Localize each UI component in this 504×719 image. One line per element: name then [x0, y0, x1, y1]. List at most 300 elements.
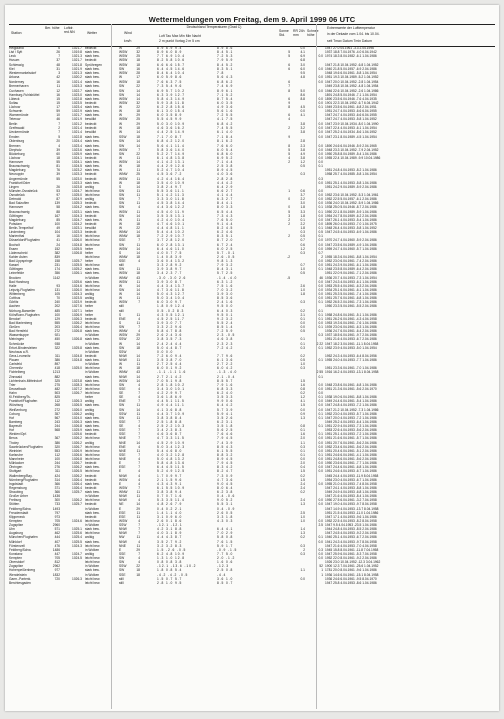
station-name: Lichtenhain-Mittelndorf	[9, 378, 42, 383]
pressure: 1025.7	[72, 502, 82, 507]
extreme-values: 1947 20.0 10.04.1952 -2.8 1.04.1954	[325, 80, 379, 85]
station-height: 357	[54, 411, 60, 416]
weather: stark bew.	[85, 160, 100, 165]
snow: 0.0	[318, 96, 323, 101]
temp-min: 5.7 2.5	[217, 271, 234, 276]
temp-min: 5.7 3.9	[217, 407, 234, 412]
extreme-values: 1955 21.0 4.04.1953 -7.4 8.04.1958	[325, 481, 377, 486]
station-name: Bad Marienberg	[9, 320, 33, 325]
wind-speed: 4	[138, 316, 140, 321]
extreme-values: 1950 22.1 8.04.1989 -5.9 1.04.1986	[325, 209, 377, 214]
weather: bewölkt	[85, 226, 97, 231]
station-height: 55	[56, 176, 60, 181]
temp-min: 6.0 4.2	[217, 366, 234, 371]
wind-speed: 4	[138, 386, 140, 391]
station-name: Trier	[9, 382, 16, 387]
wind-direction: SSW	[119, 349, 127, 354]
weather: stark bew.	[85, 180, 100, 185]
wind-speed: 7	[138, 419, 140, 424]
temp-air: 4.7 3.3 11.5	[157, 436, 185, 441]
sunshine: 5	[288, 151, 290, 156]
wind-direction: still	[119, 304, 124, 309]
temp-air: 3.6 0.4 13.2	[157, 259, 185, 264]
temp-air: 6.3 3.9 12.7	[157, 92, 185, 97]
wind-direction: SW	[119, 556, 125, 561]
wind-direction: W	[119, 366, 123, 371]
wind-speed: 4	[138, 518, 140, 523]
station-name: Konstanz	[9, 551, 23, 556]
pressure: 1024.2	[72, 221, 82, 226]
wind-speed: 29	[136, 113, 140, 118]
pressure: 1022.9	[72, 109, 82, 114]
wind-speed: 14	[136, 246, 140, 251]
extreme-values: 1955 24.0 4.04.1953 -7.7 1.04.1986	[325, 358, 377, 363]
weather: in Wolken	[85, 523, 100, 528]
weather: stark bew.	[85, 66, 100, 71]
temp-air: 3.7 2.8 12.0	[157, 238, 185, 243]
temp-min: -4.4	[217, 572, 227, 577]
station-height: 202	[54, 304, 60, 309]
temp-air: 3.5 3.8 7.0	[157, 358, 183, 363]
pressure: 1023.8	[72, 184, 82, 189]
precip: 1.2	[300, 160, 305, 165]
snow: 0.0	[318, 279, 323, 284]
temp-min: 2.6 0.5	[217, 510, 234, 515]
temp-min: 7.1 4.4	[217, 160, 234, 165]
sunshine: 6	[288, 113, 290, 118]
weather: stark bew.	[85, 481, 100, 486]
temp-min: 0.4 -0.9	[217, 506, 236, 511]
wind-speed: 14	[136, 230, 140, 235]
station-height: 60	[56, 151, 60, 156]
station-name: Regensburg	[9, 485, 27, 490]
wind-speed: 7	[138, 197, 140, 202]
extreme-values: 1947 25.9 6.04.1961 -5.3 7.04.1958	[325, 551, 377, 556]
weather: leicht bew.	[85, 452, 101, 457]
extreme-values: 1947 24.3 4.04.1953 -6.1 1.04.1986	[325, 279, 377, 284]
extreme-values: 1947 25.8 4.04.1953 -8.6 1.04.1986	[325, 580, 377, 585]
snow: 0.0	[318, 407, 323, 412]
temp-air: 4.9 4.4 11.1	[157, 403, 185, 408]
header-luftdruck: Luftdr. red.NN	[64, 26, 75, 35]
weather: wolkig	[85, 292, 95, 297]
extreme-values: 1947 23.5 6.04.1989 -4.9 1.04.1986	[325, 242, 377, 247]
temp-min: 3.5 2.6	[217, 415, 234, 420]
wind-direction: still	[119, 580, 124, 585]
snow: 0.0	[318, 121, 323, 126]
header-temp-sub: Luft Tau Max Min Min Nacht	[159, 34, 201, 38]
temp-min: 8.9 4.5	[217, 457, 234, 462]
temp-air: 1.3 1.0 12.8	[157, 556, 185, 561]
station-name: Freudenstadt	[9, 510, 29, 515]
temp-air: 6.4 4.5 11.5	[157, 465, 185, 470]
wind-direction: W	[119, 217, 123, 222]
extreme-values: 1958 25.7 4.04.1985 -5.8 1.04.1954	[325, 172, 377, 177]
weather: stark bew.	[85, 139, 100, 144]
wind-direction: WNW	[119, 275, 128, 280]
station-name: Fichtelberg	[9, 370, 26, 375]
station-name: Braunschweig	[9, 164, 30, 169]
weather: bedeckt	[85, 213, 97, 218]
extreme-values: 1940 25.1 4.04.1953 -6.7 2.04.1986	[325, 535, 377, 540]
temp-air: 4.4 4.3 8.7	[157, 535, 183, 540]
sunshine: 7	[288, 84, 290, 89]
station-height: 53	[56, 188, 60, 193]
weather: bedeckt	[85, 316, 97, 321]
weather: leicht bew.	[85, 193, 101, 198]
wind-speed: 11	[136, 514, 140, 519]
weather: bedeckt	[85, 172, 97, 177]
snow: 0.0	[318, 283, 323, 288]
wind-direction: SW	[119, 325, 125, 330]
pressure: 1026.0	[72, 238, 82, 243]
snow: 0.1	[318, 267, 323, 272]
snow: 0.1	[318, 345, 323, 350]
temp-min: 6.8 6.2	[217, 80, 234, 85]
weather: in Wolken	[85, 370, 100, 375]
snow: 0.1	[318, 325, 323, 330]
snow: 0.0	[318, 54, 323, 59]
temp-min: 2.5 3.8	[217, 164, 234, 169]
wind-speed: 7	[138, 399, 140, 404]
weather: leicht bew.	[85, 531, 101, 536]
station-height: 973	[54, 514, 60, 519]
extreme-values: 1945 24.4 4.04.1953 -11.9 8.04.1958	[325, 473, 379, 478]
temp-min: 9.5 0.0	[217, 304, 234, 309]
wind-direction: WSW	[119, 279, 128, 284]
temp-air: 8.9 6.9 9.4	[157, 46, 183, 50]
sunshine: 4	[288, 117, 290, 122]
pressure: 1026.8	[72, 457, 82, 462]
station-height: 705	[54, 556, 60, 561]
temp-air: 7.0 5.1 9.8	[157, 378, 183, 383]
temp-min: 2.8 2.8	[217, 176, 234, 181]
precip: 0.3	[300, 366, 305, 371]
station-height: 386	[54, 440, 60, 445]
station-height: 48	[56, 62, 60, 67]
weather: leicht bew.	[85, 444, 101, 449]
temp-air: 3.8 3.8 9.4	[157, 490, 183, 495]
wind-direction: E	[119, 461, 122, 466]
precip: 6.0	[300, 66, 305, 71]
station-name: Oberstdorf	[9, 560, 25, 565]
snow: 0.1	[318, 312, 323, 317]
snow: 0.0	[318, 551, 323, 556]
station-height: 15	[56, 100, 60, 105]
weather: stark bew.	[85, 428, 100, 433]
wind-speed: 11	[136, 267, 140, 272]
pressure: 1023.3	[72, 172, 82, 177]
weather: stark bew.	[85, 147, 100, 152]
precip: 1.6	[300, 432, 305, 437]
station-height: 26	[56, 50, 60, 55]
extreme-values: 1955 22.4 10.04.1989 -9.9 10.04.1986	[325, 155, 381, 160]
snow: 0.0	[318, 201, 323, 206]
precip: 1.5	[300, 469, 305, 474]
temp-air: 3.6 1.8 6.9	[157, 395, 183, 400]
wind-direction: WSW	[119, 147, 128, 152]
temp-min: 8.7 5.4	[217, 96, 234, 101]
snow: 0.0	[318, 518, 323, 523]
station-name: Meiningen	[9, 337, 24, 342]
precip: 1.2	[300, 246, 305, 251]
station-name: Saarbrücken/Flughafen	[9, 444, 43, 449]
weather: stark bew.	[85, 568, 100, 573]
pressure: 1026.0	[72, 287, 82, 292]
wind-direction: S	[119, 250, 122, 255]
extreme-values: 1952 22.5 5.04.1957 -6.1 2.04.1986	[325, 197, 377, 202]
precip: 1.0	[300, 267, 305, 272]
temp-air: 4.1 3.6 8.8	[157, 407, 183, 412]
station-name: Straubing	[9, 490, 23, 495]
station-name: Wallenberg/Bay.	[9, 473, 33, 478]
extreme-values: 1950 27.5 6.04.1961 -3.2 7.04.1958	[325, 498, 377, 503]
precip: 0.1	[300, 341, 305, 346]
temp-air: 3.5 4.0 10.9	[157, 180, 185, 185]
weather: bedeckt	[85, 473, 97, 478]
temp-air: 4.2 3.1 8.8	[157, 527, 183, 532]
precip: 0.2	[300, 391, 305, 396]
temp-air: 8.9 6.0 8.9	[157, 50, 183, 55]
weather: stark bew.	[85, 378, 100, 383]
pressure: 1024.8	[72, 242, 82, 247]
extreme-values: 1952 23.9 4.04.1953 -5.0 1.04.1954	[325, 345, 377, 350]
station-name: Magdeburg	[9, 217, 26, 222]
wind-speed: 14	[136, 92, 140, 97]
temp-air: 2.6 0.1 8.6	[157, 518, 183, 523]
station-name: Stötten	[9, 502, 20, 507]
pressure: 1026.3	[72, 576, 82, 581]
table-row	[9, 75, 495, 79]
wind-direction: SW	[119, 287, 125, 292]
temp-min: 9.5 0.1	[217, 312, 234, 317]
station-name: Bad Salzuflen	[9, 201, 30, 206]
pressure: 1022.7	[72, 88, 82, 93]
temp-air: 3.5 2.7 9.2	[157, 539, 183, 544]
station-name: Mühlacker	[9, 461, 24, 466]
temp-min: 6.8 6.0	[217, 151, 234, 156]
temp-air: 6.1 5.5 10.9	[157, 485, 185, 490]
wind-speed: 14	[136, 129, 140, 134]
weather: bewölkt	[85, 117, 97, 122]
station-height: 1213	[52, 370, 60, 375]
station-height: 553	[54, 448, 60, 453]
temp-min: 8.8 3.2	[217, 452, 234, 457]
station-name: Tholey	[9, 440, 19, 445]
station-height: 6	[58, 46, 60, 50]
snow: 0.0	[318, 444, 323, 449]
weather: leicht bew.	[85, 238, 101, 243]
wind-speed: 28	[136, 70, 140, 75]
temp-air: 0.7 0.7 1.6	[157, 494, 183, 499]
weather: stark bew.	[85, 84, 100, 89]
station-height: 20	[56, 139, 60, 144]
station-height: 243	[54, 419, 60, 424]
wind-speed: 7	[138, 527, 140, 532]
precip: 0.3	[300, 345, 305, 350]
station-name: Frankfurt/Flughafen	[9, 399, 38, 404]
wind-direction: SW	[119, 201, 125, 206]
wind-direction: NNE	[119, 457, 126, 462]
precip: 1.8	[300, 213, 305, 218]
extreme-values: 1941 24.3 4.04.1953 -9.7 8.04.1958	[325, 539, 377, 544]
weather: wolkig	[85, 440, 95, 445]
wind-speed: 43	[136, 370, 140, 375]
weather: bedeckt	[85, 58, 97, 63]
wind-speed: 11	[136, 296, 140, 301]
station-height: 100	[54, 312, 60, 317]
station-name: Warnemünde	[9, 113, 29, 118]
temp-air: 0.5 -0.2 8.3	[157, 308, 185, 313]
weather: wolkig	[85, 535, 95, 540]
pressure: 1021.9	[72, 66, 82, 71]
pressure: 1022.8	[72, 96, 82, 101]
weather: heiter	[85, 250, 94, 255]
wind-speed: 18	[136, 366, 140, 371]
pressure: 1026.6	[72, 452, 82, 457]
extreme-values: 1951 20.7 6.04.1961 -5.6 2.04.1986	[325, 440, 377, 445]
wind-direction: SSE	[119, 419, 126, 424]
station-height: 276	[54, 465, 60, 470]
wind-speed: 7	[138, 428, 140, 433]
wind-direction: WSW	[119, 378, 128, 383]
station-height: 81	[56, 164, 60, 169]
wind-speed: 4	[138, 444, 140, 449]
snow: 0.1	[318, 411, 323, 416]
station-name: Berlin	[9, 121, 18, 126]
snow: 0.0	[318, 436, 323, 441]
station-name: Feldberg/Schw.	[9, 547, 32, 552]
snow: 0.0	[318, 238, 323, 243]
station-height: 3	[58, 70, 60, 75]
precip: 4.1	[300, 113, 305, 118]
extreme-values: 1895 26.0 4.04.1953 -7.0 1.04.1975	[325, 221, 377, 226]
temp-air: 5.0 3.4 10.4	[157, 296, 185, 301]
snow: 0.0	[318, 320, 323, 325]
precip: 2.5	[300, 510, 305, 515]
weather: bedeckt	[85, 353, 97, 358]
temp-min: 3.3 1.8	[217, 514, 234, 519]
station-name: Husum	[9, 58, 20, 63]
station-name: Karlsruhe	[9, 452, 23, 457]
temp-min: 7.6 5.0	[217, 217, 234, 222]
wind-direction: still	[119, 308, 124, 313]
weather: leicht bew.	[85, 325, 101, 330]
station-name: Zugspitze	[9, 564, 24, 569]
station-height: 26	[56, 184, 60, 189]
station-height: 311	[54, 353, 60, 358]
temp-air: 4.4 3.6 12.2	[157, 205, 185, 210]
temp-min: 5.6 4.3	[217, 74, 234, 79]
temp-air: 8.2 5.8 10.6	[157, 58, 185, 63]
wind-direction: SW	[119, 197, 125, 202]
station-height: 356	[54, 271, 60, 276]
header-wind-unit: km/h	[124, 39, 132, 43]
temp-air: 2.4 2.4 4.4	[157, 341, 183, 346]
extreme-values: 1950 23.3 5.04.1961 -5.5 2.04.1986	[325, 304, 377, 309]
temp-air: 7.7 6.9 10.4	[157, 54, 185, 59]
station-height: 418	[54, 366, 60, 371]
weather: leicht bew.	[85, 320, 101, 325]
temp-air: 6.2 4.8 10.9	[157, 551, 185, 556]
weather: stark bew.	[85, 135, 100, 140]
precip: 1.5	[300, 378, 305, 383]
wind-speed: 18	[136, 221, 140, 226]
temp-air: 7.3 5.4 9.6	[157, 84, 183, 89]
temp-air: 6.0 5.9 8.6	[157, 74, 183, 79]
weather: stark bew.	[85, 109, 100, 114]
temp-min: 6.1 3.6	[217, 358, 234, 363]
extreme-values: 1951 24.6 4.04.1953 -6.7 1.04.1986	[325, 469, 377, 474]
wind-direction: WSW	[119, 485, 128, 490]
extreme-values: 1952 23.0 4.04.1953 -5.7 1.04.1986	[325, 411, 377, 416]
wind-direction: SE	[119, 395, 124, 400]
temp-air: 2.8 1.0 9.5	[157, 580, 183, 585]
snow: 0.1	[318, 226, 323, 231]
weather: in Wolken	[85, 564, 100, 569]
temp-min: 5.6 1.6	[217, 109, 234, 114]
precip: 0.5	[300, 329, 305, 334]
temp-min: -0.9 -1.5	[217, 547, 238, 552]
temp-min: 8.5 3.6	[217, 296, 234, 301]
pressure: 1025.7	[72, 259, 82, 264]
weather: leicht bew.	[85, 382, 101, 387]
station-height: 39	[56, 172, 60, 177]
temp-air: 3.5 3.5 13.1	[157, 213, 185, 218]
station-height: 104	[54, 230, 60, 235]
extreme-values: 1938 25.0 5.04.1946 -8.7 2.04.1986	[325, 205, 377, 210]
extreme-values: 1947 20.0 4.04.1953 -7.2 1.04.1986	[325, 415, 377, 420]
station-height: 18	[56, 155, 60, 160]
temp-min: 2.3 2.3	[217, 341, 234, 346]
temp-air: 4.6 3.6 8.7	[157, 432, 183, 437]
wind-speed: 7	[138, 452, 140, 457]
wind-speed: 14	[136, 341, 140, 346]
snow: 0.0	[318, 217, 323, 222]
wind-direction: NNW	[119, 527, 127, 532]
extreme-values: 1952 23.0 6.04.1961 -7.4 2.04.1986	[325, 259, 377, 264]
precip: 8.8	[300, 96, 305, 101]
wind-speed: 4	[138, 481, 140, 486]
temp-air: 1.5 0.7 5.7	[157, 576, 183, 581]
wind-direction: SW	[119, 382, 125, 387]
station-height: 555	[54, 320, 60, 325]
wind-direction: W	[119, 164, 123, 169]
weather: stark bew.	[85, 50, 100, 55]
snow: 0.1	[318, 415, 323, 420]
station-name: Bendorf	[9, 316, 21, 321]
precip: 1.3	[300, 502, 305, 507]
station-height: 320	[54, 444, 60, 449]
wind-direction: ENE	[119, 399, 126, 404]
temp-air: -1.1 -1.1 1.6	[157, 370, 187, 375]
temp-air: 3.3 3.0 11.8	[157, 197, 185, 202]
temp-air: 6.1 3.0 15.4	[157, 109, 185, 114]
temp-min: 7.5 1.6	[217, 283, 234, 288]
weather: stark bew.	[85, 113, 100, 118]
station-name: Wasserkuppe	[9, 333, 29, 338]
station-height: 37	[56, 58, 60, 63]
temp-min: 2.0 -1.2	[217, 556, 236, 561]
weather: stark bew.	[85, 490, 100, 495]
temp-min: 7.2 5.9	[217, 329, 234, 334]
precip: 0.0	[300, 325, 305, 330]
pressure: 1021.4	[72, 129, 82, 134]
station-name: Teterow	[9, 117, 21, 122]
pressure: 1026.2	[72, 320, 82, 325]
temp-air: 7.2 2.9 10.7	[157, 234, 185, 239]
wind-direction: WSW	[119, 477, 128, 482]
